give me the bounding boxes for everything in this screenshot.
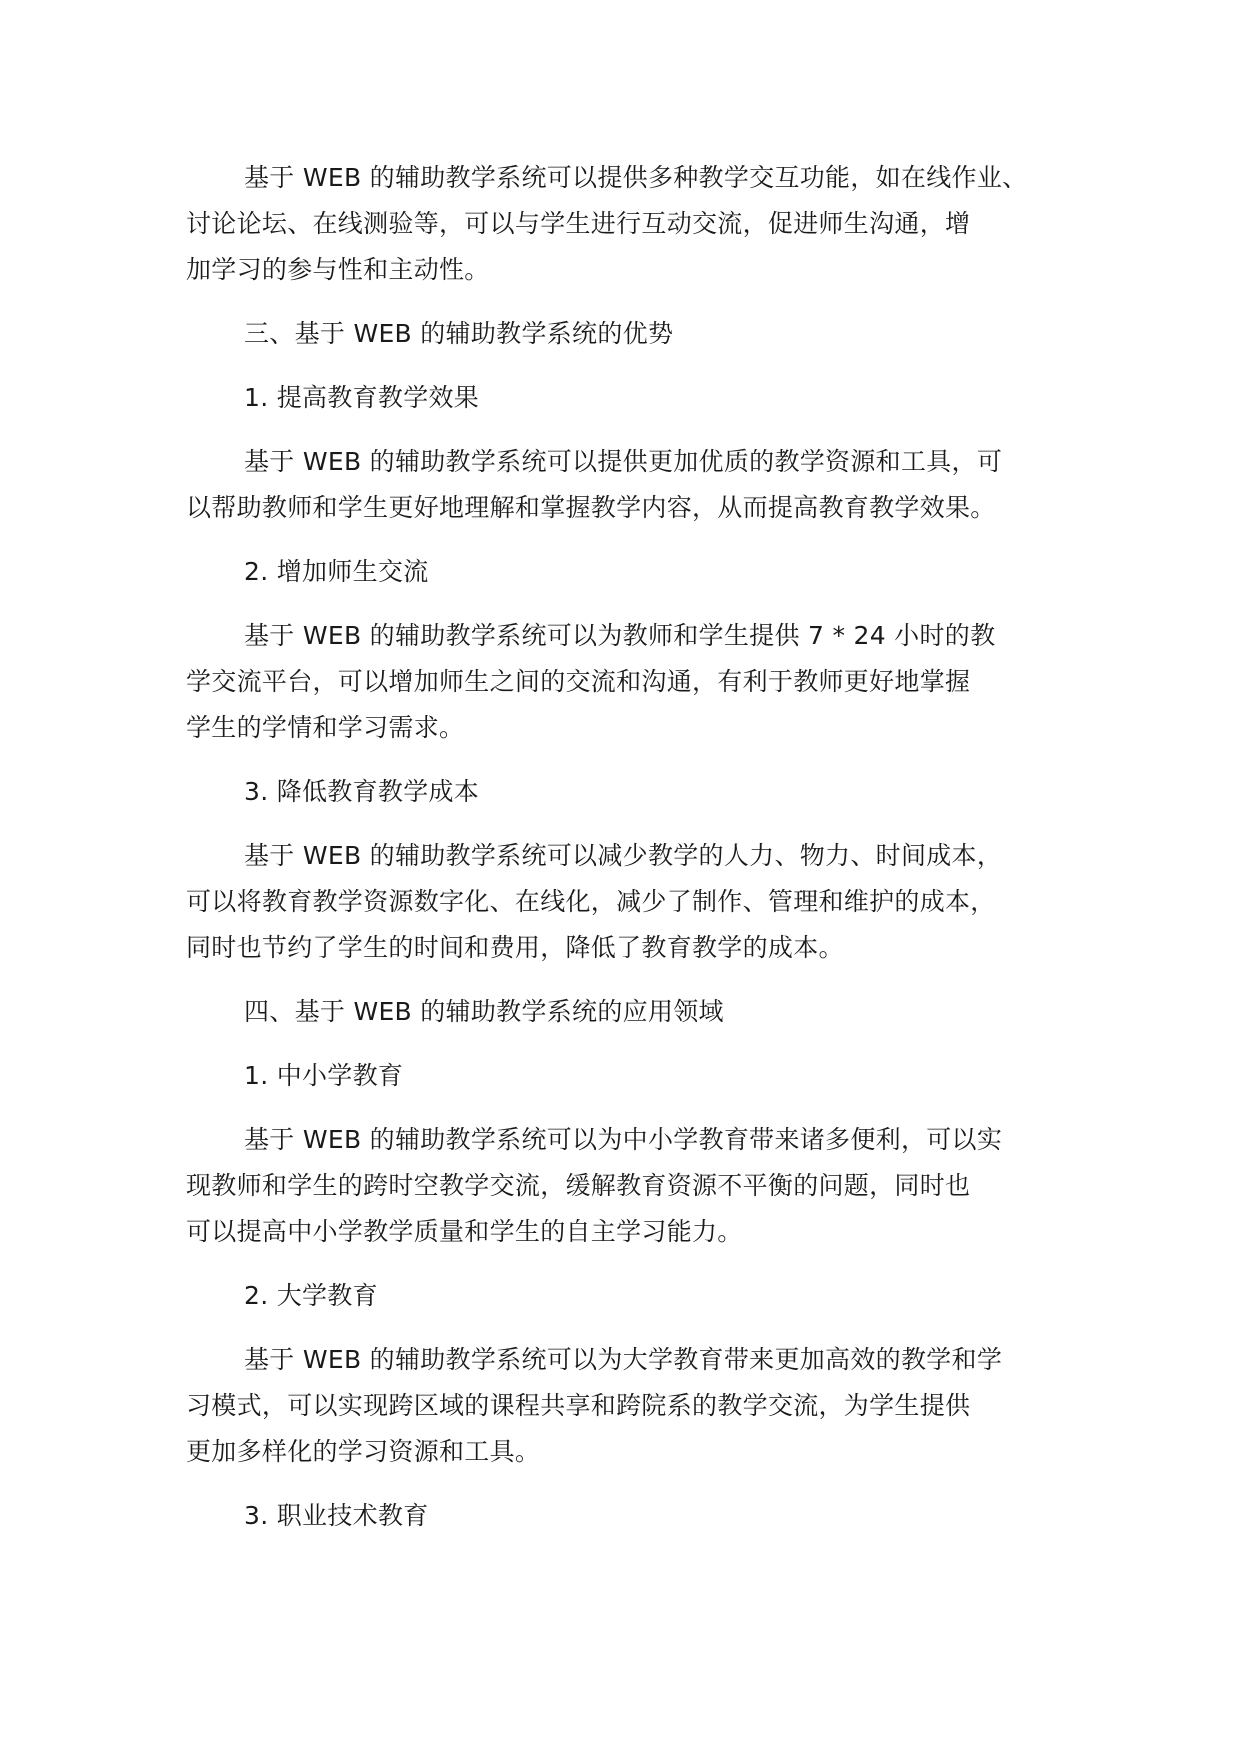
subsection-heading — [186, 549, 1061, 595]
paragraph-line: 基于 WEB 的辅助教学系统可以减少教学的人力、物力、时间成本， — [244, 841, 1003, 870]
heading-line: 3. 降低教育教学成本 — [244, 777, 480, 806]
heading-line: 三、基于 WEB 的辅助教学系统的优势 — [244, 319, 674, 348]
body-paragraph — [186, 155, 1061, 293]
heading-line: 2. 大学教育 — [244, 1281, 378, 1310]
subsection-heading — [186, 1273, 1061, 1319]
heading-line: 四、基于 WEB 的辅助教学系统的应用领域 — [244, 997, 724, 1026]
paragraph-line: 基于 WEB 的辅助教学系统可以为中小学教育带来诸多便利，可以实 — [244, 1125, 1003, 1154]
paragraph-line: 以帮助教师和学生更好地理解和掌握教学内容，从而提高教育教学效果。 — [186, 493, 996, 522]
body-paragraph — [186, 613, 1061, 751]
paragraph-line: 可以将教育教学资源数字化、在线化，减少了制作、管理和维护的成本， — [186, 887, 996, 916]
paragraph-line: 讨论论坛、在线测验等，可以与学生进行互动交流，促进师生沟通，增 — [186, 209, 971, 238]
section-heading — [186, 989, 1061, 1035]
paragraph-line: 基于 WEB 的辅助教学系统可以为大学教育带来更加高效的教学和学 — [244, 1345, 1003, 1374]
subsection-heading — [186, 769, 1061, 815]
subsection-heading — [186, 1053, 1061, 1099]
paragraph-line: 习模式，可以实现跨区域的课程共享和跨院系的教学交流，为学生提供 — [186, 1391, 971, 1420]
heading-line: 3. 职业技术教育 — [244, 1501, 429, 1530]
paragraph-line: 学生的学情和学习需求。 — [186, 713, 465, 742]
paragraph-line: 加学习的参与性和主动性。 — [186, 255, 490, 284]
paragraph-line: 基于 WEB 的辅助教学系统可以提供多种教学交互功能，如在线作业、 — [244, 163, 1028, 192]
paragraph-line: 学交流平台，可以增加师生之间的交流和沟通，有利于教师更好地掌握 — [186, 667, 971, 696]
body-paragraph — [186, 439, 1061, 531]
section-heading — [186, 311, 1061, 357]
heading-line: 1. 提高教育教学效果 — [244, 383, 480, 412]
heading-line: 2. 增加师生交流 — [244, 557, 429, 586]
body-paragraph — [186, 833, 1061, 971]
paragraph-line: 现教师和学生的跨时空教学交流，缓解教育资源不平衡的问题，同时也 — [186, 1171, 971, 1200]
paragraph-line: 同时也节约了学生的时间和费用，降低了教育教学的成本。 — [186, 933, 844, 962]
body-paragraph — [186, 1117, 1061, 1255]
subsection-heading — [186, 1493, 1061, 1539]
subsection-heading — [186, 375, 1061, 421]
heading-line: 1. 中小学教育 — [244, 1061, 404, 1090]
paragraph-line: 基于 WEB 的辅助教学系统可以提供更加优质的教学资源和工具，可 — [244, 447, 1003, 476]
body-paragraph — [186, 1337, 1061, 1475]
paragraph-line: 基于 WEB 的辅助教学系统可以为教师和学生提供 7 * 24 小时的教 — [244, 621, 996, 650]
paragraph-line: 更加多样化的学习资源和工具。 — [186, 1437, 541, 1466]
paragraph-line: 可以提高中小学教学质量和学生的自主学习能力。 — [186, 1217, 743, 1246]
